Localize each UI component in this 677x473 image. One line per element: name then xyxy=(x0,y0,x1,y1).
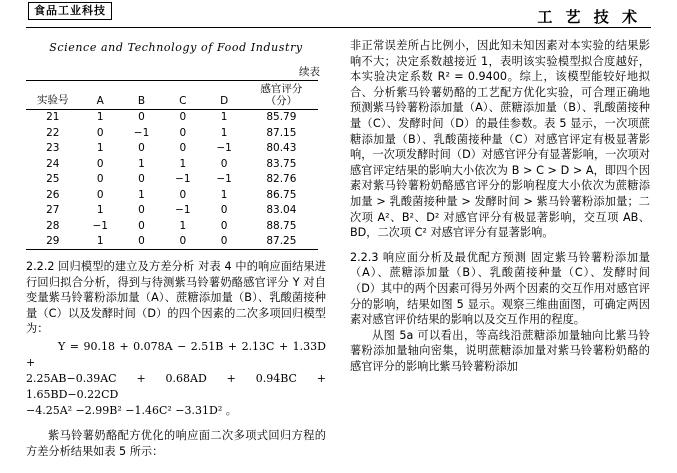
left-closing-paragraph: 紫马铃薯奶酪配方优化的响应面二次多项式回归方程的方差分析结果如表 5 所示： xyxy=(26,428,326,458)
cell-d: 1 xyxy=(220,111,228,123)
cell-d: 1 xyxy=(220,188,228,201)
header-divider xyxy=(26,27,651,28)
right-last-paragraph: 从图 5a 可以看出，等高线沿蔗糖添加量轴向比紫马铃薯粉添加量轴向密集，说明蔗糖添加量对紫马铃薯粉奶酪的感官评分的影响比紫马铃薯粉添加 xyxy=(350,328,650,373)
column-header-a: A xyxy=(80,81,121,109)
table-row xyxy=(26,234,318,250)
column-header-b: B xyxy=(121,81,162,109)
cell-score: 86.75 xyxy=(266,188,297,201)
cell-c: −1 xyxy=(175,204,191,216)
cell-b: 0 xyxy=(138,204,145,216)
cell-score: 88.75 xyxy=(266,219,297,232)
cell-score: 83.75 xyxy=(266,157,297,170)
formula-line-3: −4.25A² −2.99B² −1.46C² −3.31D² 。 xyxy=(26,403,237,417)
right-column xyxy=(350,38,650,374)
left-column xyxy=(26,38,326,459)
cell-no: 24 xyxy=(46,157,60,170)
cell-b: 1 xyxy=(138,157,145,170)
formula-line-2: 2.25AB−0.39AC + 0.68AD + 0.94BC + 1.65BD−0.22CD xyxy=(26,371,326,401)
cell-a: −1 xyxy=(92,219,108,232)
table-row xyxy=(26,203,318,219)
cell-score: 82.76 xyxy=(266,173,297,185)
journal-latin-title: Science and Technology of Food Industry xyxy=(49,41,303,54)
cell-no: 29 xyxy=(26,234,80,250)
cell-c: 0 xyxy=(179,126,187,139)
cell-no: 25 xyxy=(46,173,60,185)
table-row xyxy=(26,125,318,141)
cell-score: 85.79 xyxy=(266,111,297,123)
cell-score: 83.04 xyxy=(266,204,297,216)
cell-score: 87.25 xyxy=(245,234,318,250)
cell-d: 0 xyxy=(220,219,228,232)
cell-score: 80.43 xyxy=(266,142,297,154)
table-row xyxy=(26,187,318,203)
cell-c: 0 xyxy=(179,188,187,201)
page-header xyxy=(0,0,677,34)
cell-a: 1 xyxy=(80,234,121,250)
cell-d: 0 xyxy=(220,204,228,216)
table-row xyxy=(26,141,318,157)
cell-no: 27 xyxy=(46,204,60,216)
table-header-row xyxy=(26,81,318,109)
cell-a: 1 xyxy=(96,204,104,216)
cell-no: 21 xyxy=(46,111,60,123)
cell-no: 26 xyxy=(46,188,60,201)
cell-c: 1 xyxy=(179,157,187,170)
table-continued-label: 续表 xyxy=(299,66,320,78)
cell-b: 0 xyxy=(138,219,145,232)
cell-c: −1 xyxy=(175,173,191,185)
cell-d: −1 xyxy=(216,173,232,185)
cell-a: 1 xyxy=(96,142,104,154)
cell-b: 0 xyxy=(138,111,145,123)
column-header-score xyxy=(245,81,318,109)
cell-a: 0 xyxy=(96,173,104,185)
cell-a: 0 xyxy=(96,157,104,170)
section-number-2-2-3: 2.2.3 响应面分析及最优配方预测 xyxy=(350,250,527,264)
header-section-title: 工 艺 技 术 xyxy=(537,8,641,26)
cell-b: −1 xyxy=(133,126,150,139)
cell-a: 0 xyxy=(96,188,104,201)
column-header-score-line1: 感官评分 xyxy=(260,82,303,95)
cell-no: 23 xyxy=(46,142,60,154)
cell-c: 1 xyxy=(179,219,187,232)
cell-d: 0 xyxy=(220,157,228,170)
cell-b: 0 xyxy=(138,142,145,154)
table-row xyxy=(26,172,318,188)
cell-d: 0 xyxy=(203,234,244,250)
section-body-2-2-2: 对表 4 中的响应面结果进行回归拟合分析，得到与待测紫马铃薯奶酪感官评分 Y 对自变量紫马铃薯粉添加量（A）、蔗糖添加量（B）、乳酸菌接种量（C）以及发酵时间（D）的四个因素的二次多项回归模型为： xyxy=(26,260,326,336)
cell-c: 0 xyxy=(179,142,187,154)
cell-no: 28 xyxy=(46,219,60,232)
cell-b: 1 xyxy=(138,188,145,201)
section-number-2-2-2: 2.2.2 回归模型的建立及方差分析 xyxy=(26,260,195,273)
cell-no: 22 xyxy=(46,126,60,139)
right-paragraph-1: 非正常误差所占比例小，因此知未知因素对本实验的结果影响不大；决定系数越接近 1，表明该实验模型拟合度越好，本实验决定系数 R² = 0.9400。综上，该模型能较好地拟合、分析紫马铃薯奶酪的工艺配方优化实验，可合理正确地预测紫马铃薯粉添加量（A）、蔗糖添加量（B）、乳酸菌接种量（C）、发酵时间（D）的最佳参数。表 5 显示，一次项蔗糖添加量（B）、乳酸菌接种量（C）对感官评定有极显著影响，一次项发酵时间（D）对感官评分有显著影响，一次项对感官评定结果的影响大小依次为 B > C > D > A，即四个因素对紫马铃薯粉奶酪感官评分的影响程度大小依次为蔗糖添加量 > 乳酸菌接种量 > 发酵时间 > 紫马铃薯粉添加量；二次项 A²、B²、D² 对感官评分有极显著影响，交互项 AB、BD，二次项 C² 对感官评分有显著影响。 xyxy=(350,39,650,240)
cell-d: 1 xyxy=(220,126,228,139)
regression-formula xyxy=(26,339,326,419)
section-heading-2-2-2 xyxy=(26,259,326,337)
column-header-c: C xyxy=(162,81,203,109)
formula-line-1: Y = 90.18 + 0.078A − 2.51B + 2.13C + 1.33D + xyxy=(26,339,326,369)
table-row xyxy=(26,156,318,172)
cell-d: −1 xyxy=(216,142,232,154)
cell-c: 0 xyxy=(179,111,187,123)
column-header-score-line2: （分） xyxy=(265,94,298,107)
section-heading-2-2-3 xyxy=(350,250,650,328)
table-row xyxy=(26,109,318,125)
table-row xyxy=(26,218,318,234)
section-body-2-2-3: 固定紫马铃薯粉添加量（A）、蔗糖添加量（B）、乳酸菌接种量（C）、发酵时间（D）其中的两个因素可得另外两个因素的交互作用对感官评分的影响，结果如图 5 显示。观察三维曲面图，可确定两因素对感官评价结果的影响以及交互作用的程度。 xyxy=(350,250,650,327)
cell-a: 0 xyxy=(96,126,104,139)
cell-c: 0 xyxy=(162,234,203,250)
column-header-no: 实验号 xyxy=(26,81,80,109)
experiment-results-table xyxy=(26,80,318,250)
cell-b: 0 xyxy=(121,234,162,250)
cell-a: 1 xyxy=(96,111,104,123)
cell-score: 87.15 xyxy=(266,126,297,139)
cell-b: 0 xyxy=(138,173,145,185)
column-header-d: D xyxy=(203,81,244,109)
journal-logo: 食品工业科技 xyxy=(28,2,112,20)
